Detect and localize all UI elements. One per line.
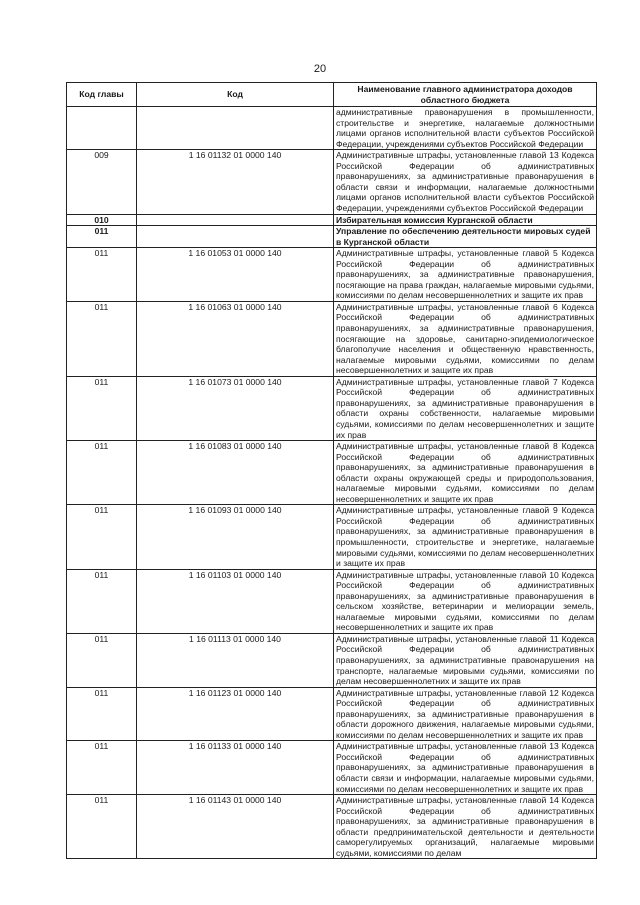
- section-title-cell: Избирательная комиссия Курганской области: [334, 214, 597, 226]
- code-cell: [137, 107, 334, 150]
- chapter-cell: 011: [67, 441, 137, 505]
- table-row: [67, 505, 597, 569]
- code-cell: 1 16 01143 01 0000 140: [137, 795, 334, 859]
- table-row: [67, 248, 597, 302]
- description-cell: Административные штрафы, установленные главой 5 Кодекса Российской Федерации об административных правонарушениях, за административные правонарушения, посягающие на права граждан, налагаемые мировыми судьями, комиссиями по делам несовершеннолетних и защите их прав: [334, 248, 597, 302]
- code-cell: 1 16 01113 01 0000 140: [137, 633, 334, 687]
- page-number: 20: [313, 63, 327, 75]
- table-row: [67, 376, 597, 440]
- table-row: [67, 441, 597, 505]
- section-row: [67, 226, 597, 248]
- description-cell: административные правонарушения в промышленности, строительстве и энергетике, налагаемые должностными лицами органов исполнительной власти субъектов Российской Федерации, учреждениями субъектов Российской Федерации: [334, 107, 597, 150]
- description-cell: Административные штрафы, установленные главой 13 Кодекса Российской Федерации об административных правонарушениях, за административные правонарушения в области связи и информации, налагаемые должностными лицами органов исполнительной власти субъектов Российской Федерации, учреждениями субъектов Российской Федерации: [334, 150, 597, 214]
- description-cell: Административные штрафы, установленные главой 11 Кодекса Российской Федерации об административных правонарушениях, за административные правонарушения на транспорте, налагаемые мировыми судьями, комиссиями по делам несовершеннолетних и защите их прав: [334, 633, 597, 687]
- header-administrator-name: Наименование главного администратора доходов областного бюджета: [334, 83, 597, 107]
- code-cell: 1 16 01083 01 0000 140: [137, 441, 334, 505]
- description-cell: Административные штрафы, установленные главой 7 Кодекса Российской Федерации об административных правонарушениях, за административные правонарушения в области охраны собственности, налагаемые мировыми судьями, комиссиями по делам несовершеннолетних и защите их прав: [334, 376, 597, 440]
- code-cell: [137, 214, 334, 226]
- table-row: [67, 569, 597, 633]
- code-cell: 1 16 01123 01 0000 140: [137, 687, 334, 741]
- header-chapter-code: Код главы: [67, 83, 137, 107]
- chapter-cell: 011: [67, 505, 137, 569]
- table-row: [67, 741, 597, 795]
- code-cell: 1 16 01103 01 0000 140: [137, 569, 334, 633]
- description-cell: Административные штрафы, установленные главой 10 Кодекса Российской Федерации об административных правонарушениях, за административные правонарушения в сельском хозяйстве, ветеринарии и мелиорации земель, налагаемые мировыми судьями, комиссиями по делам несовершеннолетних и защите их прав: [334, 569, 597, 633]
- chapter-cell: 011: [67, 376, 137, 440]
- code-cell: 1 16 01132 01 0000 140: [137, 150, 334, 214]
- table-row: [67, 633, 597, 687]
- description-cell: Административные штрафы, установленные главой 8 Кодекса Российской Федерации об административных правонарушениях, за административные правонарушения в области охраны окружающей среды и природопользования, налагаемые мировыми судьями, комиссиями по делам несовершеннолетних и защите их прав: [334, 441, 597, 505]
- chapter-cell: 011: [67, 226, 137, 248]
- chapter-cell: 011: [67, 687, 137, 741]
- chapter-cell: 011: [67, 248, 137, 302]
- table-row: [67, 687, 597, 741]
- table-row: [67, 301, 597, 376]
- table-row: [67, 107, 597, 150]
- code-cell: 1 16 01053 01 0000 140: [137, 248, 334, 302]
- description-cell: Административные штрафы, установленные главой 6 Кодекса Российской Федерации об административных правонарушениях, за административные правонарушения, посягающие на здоровье, санитарно-эпидемиологическое благополучие населения и общественную нравственность, налагаемые мировыми судьями, комиссиями по делам несовершеннолетних и защите их прав: [334, 301, 597, 376]
- chapter-cell: 011: [67, 569, 137, 633]
- chapter-cell: 011: [67, 795, 137, 859]
- chapter-cell: 011: [67, 301, 137, 376]
- description-cell: Административные штрафы, установленные главой 12 Кодекса Российской Федерации об административных правонарушениях, за административные правонарушения в области дорожного движения, налагаемые мировыми судьями, комиссиями по делам несовершеннолетних и защите их прав: [334, 687, 597, 741]
- chapter-cell: 011: [67, 741, 137, 795]
- code-cell: 1 16 01063 01 0000 140: [137, 301, 334, 376]
- chapter-cell: 010: [67, 214, 137, 226]
- header-code: Код: [137, 83, 334, 107]
- chapter-cell: [67, 107, 137, 150]
- code-cell: 1 16 01073 01 0000 140: [137, 376, 334, 440]
- code-cell: [137, 226, 334, 248]
- table-header-row: [67, 83, 597, 107]
- table-row: [67, 150, 597, 214]
- description-cell: Административные штрафы, установленные главой 13 Кодекса Российской Федерации об административных правонарушениях, за административные правонарушения в области связи и информации, налагаемые мировыми судьями, комиссиями по делам несовершеннолетних и защите их прав: [334, 741, 597, 795]
- code-cell: 1 16 01093 01 0000 140: [137, 505, 334, 569]
- chapter-cell: 011: [67, 633, 137, 687]
- table-row: [67, 795, 597, 859]
- chapter-cell: 009: [67, 150, 137, 214]
- description-cell: Административные штрафы, установленные главой 9 Кодекса Российской Федерации об административных правонарушениях, за административные правонарушения в промышленности, строительстве и энергетике, налагаемые мировыми судьями, комиссиями по делам несовершеннолетних и защите их прав: [334, 505, 597, 569]
- section-title-cell: Управление по обеспечению деятельности мировых судей в Курганской области: [334, 226, 597, 248]
- revenue-administrators-table: [66, 82, 597, 859]
- section-row: [67, 214, 597, 226]
- description-cell: Административные штрафы, установленные главой 14 Кодекса Российской Федерации об административных правонарушениях, за административные правонарушения в области предпринимательской деятельности и деятельности саморегулируемых организаций, налагаемые мировыми судьями, комиссиями по делам: [334, 795, 597, 859]
- code-cell: 1 16 01133 01 0000 140: [137, 741, 334, 795]
